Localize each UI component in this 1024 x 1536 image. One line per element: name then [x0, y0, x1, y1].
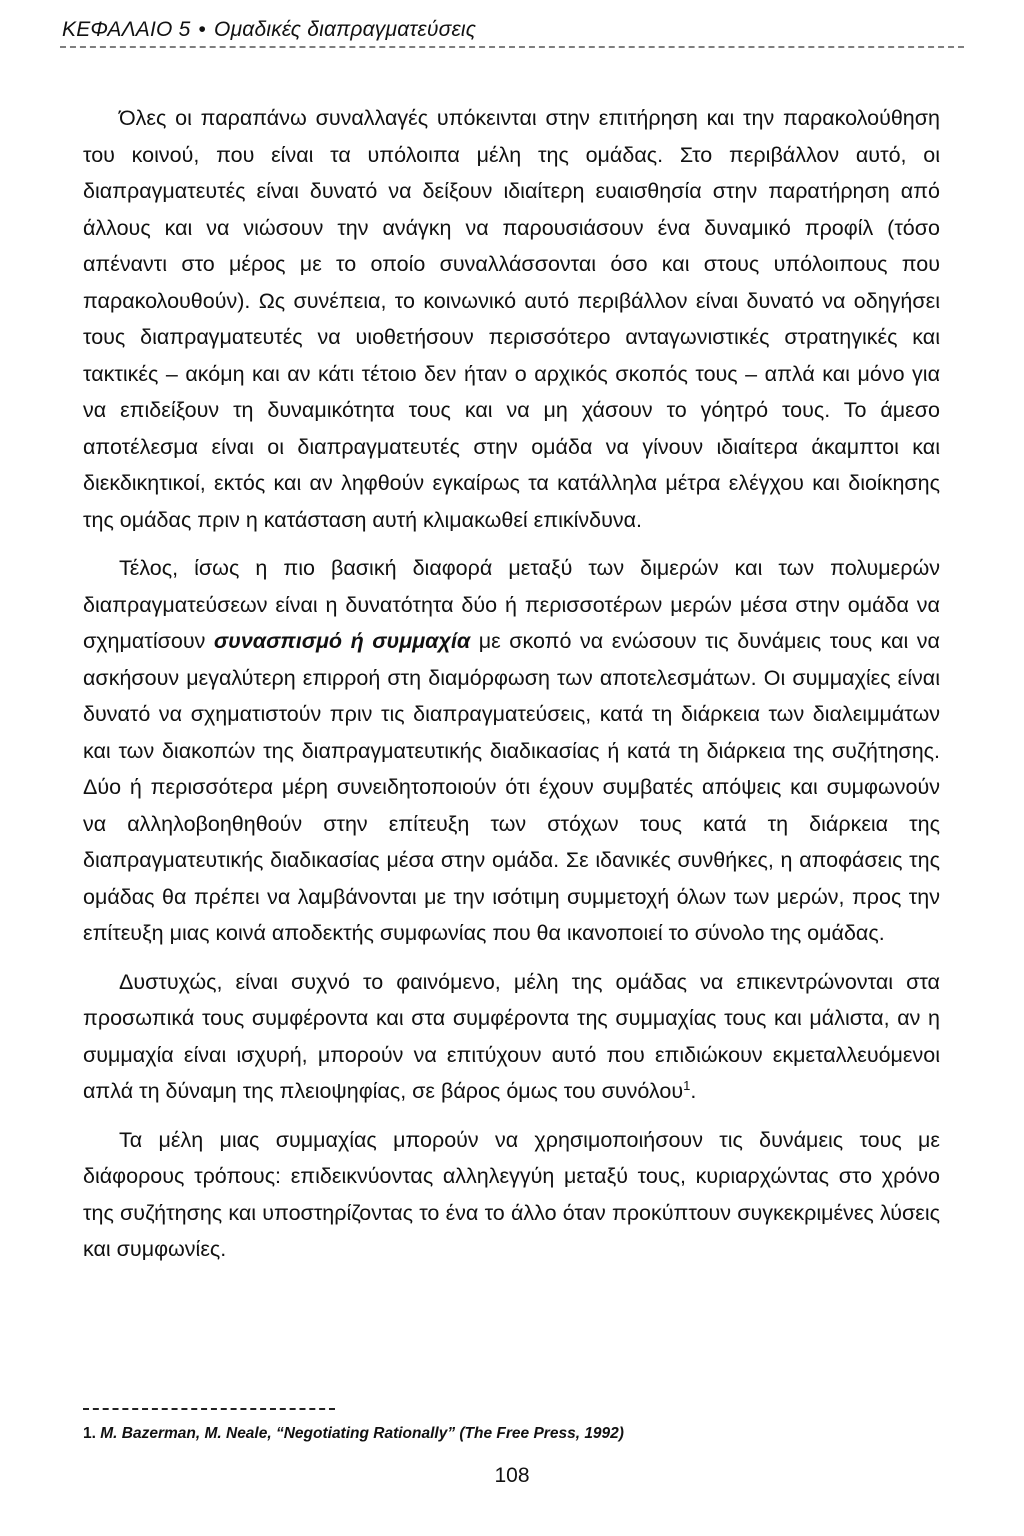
footnote-separator: [83, 1408, 335, 1410]
coalition-term: συνασπισμό ή συμμαχία: [213, 629, 471, 653]
running-header: [62, 18, 476, 42]
paragraph-3: [83, 964, 940, 1110]
page-number: 108: [494, 1464, 530, 1487]
paragraph-3-text: Δυστυχώς, είναι συχνό το φαινόμενο, μέλη της ομάδας να επικεντρώνονται στα προσωπικά τους συμφέροντα και στα συμφέροντα της συμμαχίας τους και μάλιστα, αν η συμμαχία είναι ισχυρή, μπορούν να επιτύχουν αυτό που επιδιώκουν εκμεταλλευόμενοι απλά τη δύναμη της πλειοψηφίας, σε βάρος όμως του συνόλου: [83, 969, 940, 1103]
paragraph-3-period: .: [690, 1079, 697, 1103]
header-separator: •: [198, 18, 207, 41]
paragraph-4: [83, 1122, 940, 1268]
footnote-number: 1.: [83, 1425, 96, 1442]
footnote: [83, 1425, 624, 1443]
paragraph-1: [83, 100, 940, 538]
header-rule: [60, 46, 964, 48]
paragraph-2: [83, 550, 940, 952]
footnote-citation: M. Bazerman, M. Neale, “Negotiating Rationally” (The Free Press, 1992): [100, 1425, 624, 1442]
chapter-label: ΚΕΦΑΛΑΙΟ 5: [62, 18, 191, 41]
paragraph-2-text-end: με σκοπό να ενώσουν τις δυνάμεις τους και να ασκήσουν μεγαλύτερη επιρροή στη διαμόρφωση των αποτελεσμάτων. Οι συμμαχίες είναι δυνατό να σχηματιστούν πριν τις διαπραγματεύσεις, κατά τη διάρκεια των διαλειμμάτων και των διακοπών της διαπραγματευτικής διαδικασίας ή κατά τη διάρκεια της συζήτησης. Δύο ή περισσότερα μέρη συνειδητοποιούν ότι έχουν συμβατές απόψεις και συμφωνούν να αλληλοβοηθηθούν στην επίτευξη των στόχων τους κατά τη διάρκεια της διαπραγματευτικής διαδικασίας μέσα στην ομάδα. Σε ιδανικές συνθήκες, η αποφάσεις της ομάδας θα πρέπει να λαμβάνονται με την ισότιμη συμμετοχή όλων των μερών, προς την επίτευξη μιας κοινά αποδεκτής συμφωνίας που θα ικανοποιεί το σύνολο της ομάδας.: [83, 629, 940, 945]
section-title: Ομαδικές διαπραγματεύσεις: [214, 18, 477, 41]
body-text: [83, 100, 940, 1268]
paragraph-4-text: Τα μέλη μιας συμμαχίας μπορούν να χρησιμοποιήσουν τις δυνάμεις τους με διάφορους τρόπους: επιδεικνύοντας αλληλεγγύη μεταξύ τους, κυριαρχώντας στο χρόνο της συζήτησης και υποστηρίζοντας το ένα το άλλο όταν προκύπτουν συγκεκριμένες λύσεις και συμφωνίες.: [83, 1127, 940, 1261]
paragraph-2-text-start: Τέλος, ίσως η πιο βασική διαφορά μεταξύ των διμερών και των πολυμερών διαπραγματεύσεων είναι η δυνατότητα δύο ή περισσοτέρων μερών μέσα στην ομάδα να σχηματίσουν: [83, 556, 940, 653]
paragraph-1-text: Όλες οι παραπάνω συναλλαγές υπόκεινται στην επιτήρηση και την παρακολούθηση του κοινού, που είναι τα υπόλοιπα μέλη της ομάδας. Στο περιβάλλον αυτό, οι διαπραγματευτές είναι δυνατό να δείξουν ιδιαίτερη ευαισθησία στην παρατήρηση από άλλους και να νιώσουν την ανάγκη να παρουσιάσουν ένα δυναμικό προφίλ (τόσο απέναντι στο μέρος με το οποίο συναλλάσσονται όσο και στους υπόλοιπους που παρακολουθούν). Ως συνέπεια, το κοινωνικό αυτό περιβάλλον είναι δυνατό να οδηγήσει τους διαπραγματευτές να υιοθετήσουν περισσότερο ανταγωνιστικές στρατηγικές και τακτικές – ακόμη και αν κάτι τέτοιο δεν ήταν ο αρχικός σκοπός τους – απλά και μόνο για να επιδείξουν τη δυναμικότητα τους και να μη χάσουν το γόητρό τους. Το άμεσο αποτέλεσμα είναι οι διαπραγματευτές στην ομάδα να γίνουν ιδιαίτερα άκαμπτοι και διεκδικητικοί, εκτός και αν ληφθούν εγκαίρως τα κατάλληλα μέτρα ελέγχου και διοίκησης της ομάδας πριν η κατάσταση αυτή κλιμακωθεί επικίνδυνα.: [83, 106, 940, 532]
footnote-reference: 1: [683, 1077, 691, 1093]
